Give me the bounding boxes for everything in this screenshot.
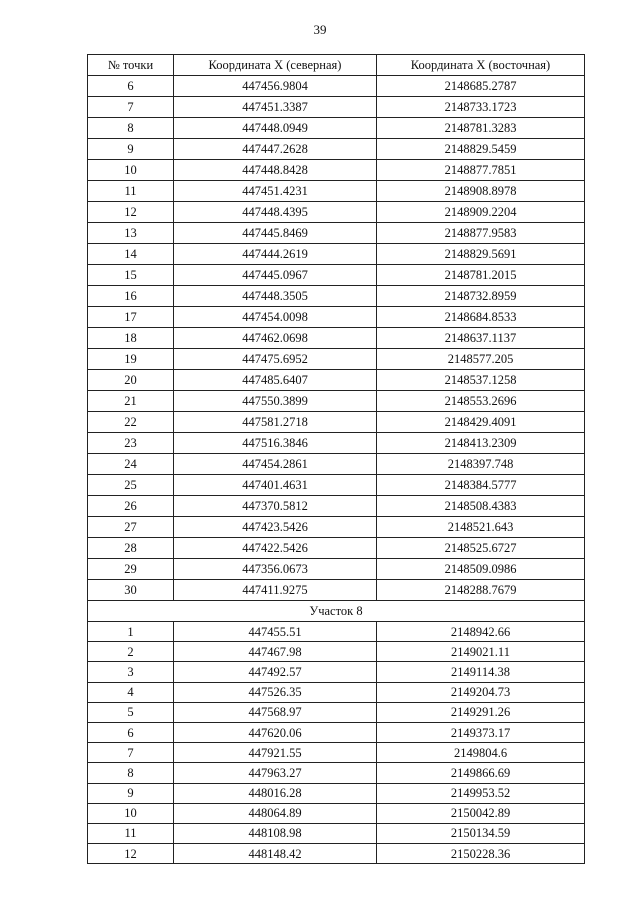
table-row bbox=[88, 722, 585, 742]
cell-point-number: 17 bbox=[88, 307, 174, 328]
table-row bbox=[88, 97, 585, 118]
cell-coordinate-north: 447451.4231 bbox=[174, 181, 377, 202]
cell-coordinate-east: 2150042.89 bbox=[377, 803, 585, 823]
cell-coordinate-north: 447485.6407 bbox=[174, 370, 377, 391]
table-row bbox=[88, 202, 585, 223]
cell-point-number: 10 bbox=[88, 160, 174, 181]
cell-point-number: 6 bbox=[88, 722, 174, 742]
table-row bbox=[88, 803, 585, 823]
cell-point-number: 29 bbox=[88, 559, 174, 580]
cell-coordinate-north: 447445.8469 bbox=[174, 223, 377, 244]
cell-point-number: 14 bbox=[88, 244, 174, 265]
cell-point-number: 3 bbox=[88, 662, 174, 682]
cell-coordinate-east: 2148732.8959 bbox=[377, 286, 585, 307]
cell-coordinate-north: 447462.0698 bbox=[174, 328, 377, 349]
cell-coordinate-east: 2149866.69 bbox=[377, 763, 585, 783]
table-row bbox=[88, 118, 585, 139]
table-row bbox=[88, 475, 585, 496]
cell-coordinate-east: 2149373.17 bbox=[377, 722, 585, 742]
cell-point-number: 16 bbox=[88, 286, 174, 307]
cell-point-number: 18 bbox=[88, 328, 174, 349]
table-row bbox=[88, 496, 585, 517]
cell-coordinate-north: 447401.4631 bbox=[174, 475, 377, 496]
cell-coordinate-north: 447370.5812 bbox=[174, 496, 377, 517]
table-row bbox=[88, 682, 585, 702]
section-label: Участок 8 bbox=[88, 601, 585, 622]
cell-coordinate-north: 447475.6952 bbox=[174, 349, 377, 370]
section-row bbox=[88, 601, 585, 622]
cell-coordinate-north: 448108.98 bbox=[174, 823, 377, 843]
cell-coordinate-north: 448016.28 bbox=[174, 783, 377, 803]
table-row bbox=[88, 622, 585, 642]
table-row bbox=[88, 139, 585, 160]
cell-coordinate-north: 448148.42 bbox=[174, 844, 377, 864]
header-coordinate-north: Координата X (северная) bbox=[174, 55, 377, 76]
table-header-row bbox=[88, 55, 585, 76]
cell-coordinate-north: 447581.2718 bbox=[174, 412, 377, 433]
cell-coordinate-east: 2148909.2204 bbox=[377, 202, 585, 223]
table-row bbox=[88, 823, 585, 843]
coordinates-table bbox=[87, 54, 585, 864]
cell-point-number: 7 bbox=[88, 97, 174, 118]
cell-coordinate-east: 2148397.748 bbox=[377, 454, 585, 475]
cell-coordinate-east: 2148908.8978 bbox=[377, 181, 585, 202]
cell-point-number: 23 bbox=[88, 433, 174, 454]
cell-coordinate-north: 447448.3505 bbox=[174, 286, 377, 307]
table-row bbox=[88, 702, 585, 722]
cell-coordinate-east: 2148577.205 bbox=[377, 349, 585, 370]
table-row bbox=[88, 662, 585, 682]
cell-point-number: 27 bbox=[88, 517, 174, 538]
cell-coordinate-east: 2148637.1137 bbox=[377, 328, 585, 349]
cell-coordinate-east: 2148509.0986 bbox=[377, 559, 585, 580]
cell-point-number: 19 bbox=[88, 349, 174, 370]
table-row bbox=[88, 559, 585, 580]
cell-coordinate-east: 2148525.6727 bbox=[377, 538, 585, 559]
cell-point-number: 6 bbox=[88, 76, 174, 97]
cell-coordinate-north: 447444.2619 bbox=[174, 244, 377, 265]
table-row bbox=[88, 412, 585, 433]
cell-coordinate-north: 447568.97 bbox=[174, 702, 377, 722]
cell-coordinate-east: 2148521.643 bbox=[377, 517, 585, 538]
cell-coordinate-north: 447526.35 bbox=[174, 682, 377, 702]
cell-point-number: 13 bbox=[88, 223, 174, 244]
table-row bbox=[88, 763, 585, 783]
table-row bbox=[88, 454, 585, 475]
cell-coordinate-east: 2149953.52 bbox=[377, 783, 585, 803]
cell-point-number: 7 bbox=[88, 743, 174, 763]
cell-point-number: 1 bbox=[88, 622, 174, 642]
table-row bbox=[88, 783, 585, 803]
cell-point-number: 4 bbox=[88, 682, 174, 702]
table-row bbox=[88, 328, 585, 349]
table-row bbox=[88, 181, 585, 202]
header-point-number: № точки bbox=[88, 55, 174, 76]
cell-coordinate-east: 2149291.26 bbox=[377, 702, 585, 722]
table-row bbox=[88, 580, 585, 601]
cell-point-number: 11 bbox=[88, 181, 174, 202]
cell-coordinate-north: 447467.98 bbox=[174, 642, 377, 662]
cell-coordinate-east: 2148429.4091 bbox=[377, 412, 585, 433]
cell-coordinate-north: 447550.3899 bbox=[174, 391, 377, 412]
cell-coordinate-north: 447356.0673 bbox=[174, 559, 377, 580]
cell-coordinate-east: 2148781.3283 bbox=[377, 118, 585, 139]
cell-point-number: 9 bbox=[88, 139, 174, 160]
table-row bbox=[88, 160, 585, 181]
table-row bbox=[88, 391, 585, 412]
table-row bbox=[88, 76, 585, 97]
cell-coordinate-east: 2148942.66 bbox=[377, 622, 585, 642]
cell-coordinate-east: 2148288.7679 bbox=[377, 580, 585, 601]
cell-coordinate-east: 2148829.5459 bbox=[377, 139, 585, 160]
cell-coordinate-east: 2148685.2787 bbox=[377, 76, 585, 97]
cell-point-number: 2 bbox=[88, 642, 174, 662]
cell-coordinate-east: 2149804.6 bbox=[377, 743, 585, 763]
cell-coordinate-north: 447422.5426 bbox=[174, 538, 377, 559]
page-number: 39 bbox=[313, 22, 327, 37]
cell-point-number: 8 bbox=[88, 118, 174, 139]
table-row bbox=[88, 433, 585, 454]
cell-coordinate-north: 447448.4395 bbox=[174, 202, 377, 223]
cell-coordinate-north: 447454.2861 bbox=[174, 454, 377, 475]
cell-coordinate-north: 447456.9804 bbox=[174, 76, 377, 97]
table-row bbox=[88, 642, 585, 662]
cell-coordinate-north: 447963.27 bbox=[174, 763, 377, 783]
table-row bbox=[88, 517, 585, 538]
cell-point-number: 28 bbox=[88, 538, 174, 559]
cell-coordinate-east: 2149204.73 bbox=[377, 682, 585, 702]
cell-coordinate-north: 447411.9275 bbox=[174, 580, 377, 601]
cell-point-number: 20 bbox=[88, 370, 174, 391]
cell-coordinate-east: 2148781.2015 bbox=[377, 265, 585, 286]
header-coordinate-east: Координата X (восточная) bbox=[377, 55, 585, 76]
cell-coordinate-east: 2150134.59 bbox=[377, 823, 585, 843]
cell-point-number: 8 bbox=[88, 763, 174, 783]
cell-coordinate-north: 447447.2628 bbox=[174, 139, 377, 160]
table-row bbox=[88, 844, 585, 864]
table-row bbox=[88, 538, 585, 559]
table-row bbox=[88, 286, 585, 307]
cell-point-number: 10 bbox=[88, 803, 174, 823]
cell-coordinate-east: 2148684.8533 bbox=[377, 307, 585, 328]
table-row bbox=[88, 743, 585, 763]
cell-point-number: 24 bbox=[88, 454, 174, 475]
cell-point-number: 5 bbox=[88, 702, 174, 722]
cell-coordinate-east: 2150228.36 bbox=[377, 844, 585, 864]
cell-coordinate-north: 447492.57 bbox=[174, 662, 377, 682]
cell-point-number: 22 bbox=[88, 412, 174, 433]
cell-point-number: 21 bbox=[88, 391, 174, 412]
cell-coordinate-east: 2148877.7851 bbox=[377, 160, 585, 181]
cell-coordinate-north: 447451.3387 bbox=[174, 97, 377, 118]
cell-coordinate-east: 2148508.4383 bbox=[377, 496, 585, 517]
cell-coordinate-east: 2148537.1258 bbox=[377, 370, 585, 391]
cell-point-number: 12 bbox=[88, 202, 174, 223]
cell-point-number: 25 bbox=[88, 475, 174, 496]
cell-point-number: 15 bbox=[88, 265, 174, 286]
cell-point-number: 9 bbox=[88, 783, 174, 803]
table-row bbox=[88, 244, 585, 265]
cell-point-number: 26 bbox=[88, 496, 174, 517]
cell-coordinate-north: 447516.3846 bbox=[174, 433, 377, 454]
cell-coordinate-east: 2149114.38 bbox=[377, 662, 585, 682]
cell-coordinate-north: 447921.55 bbox=[174, 743, 377, 763]
cell-coordinate-east: 2149021.11 bbox=[377, 642, 585, 662]
cell-point-number: 30 bbox=[88, 580, 174, 601]
cell-coordinate-east: 2148733.1723 bbox=[377, 97, 585, 118]
cell-coordinate-north: 447423.5426 bbox=[174, 517, 377, 538]
cell-coordinate-north: 447454.0098 bbox=[174, 307, 377, 328]
cell-coordinate-east: 2148553.2696 bbox=[377, 391, 585, 412]
cell-coordinate-east: 2148413.2309 bbox=[377, 433, 585, 454]
table-row bbox=[88, 370, 585, 391]
cell-point-number: 11 bbox=[88, 823, 174, 843]
cell-coordinate-east: 2148829.5691 bbox=[377, 244, 585, 265]
table-row bbox=[88, 349, 585, 370]
cell-coordinate-north: 447445.0967 bbox=[174, 265, 377, 286]
table-row bbox=[88, 223, 585, 244]
cell-coordinate-north: 447455.51 bbox=[174, 622, 377, 642]
cell-point-number: 12 bbox=[88, 844, 174, 864]
cell-coordinate-north: 447448.8428 bbox=[174, 160, 377, 181]
cell-coordinate-north: 447448.0949 bbox=[174, 118, 377, 139]
cell-coordinate-north: 447620.06 bbox=[174, 722, 377, 742]
cell-coordinate-east: 2148877.9583 bbox=[377, 223, 585, 244]
cell-coordinate-north: 448064.89 bbox=[174, 803, 377, 823]
table-row bbox=[88, 265, 585, 286]
table-row bbox=[88, 307, 585, 328]
cell-coordinate-east: 2148384.5777 bbox=[377, 475, 585, 496]
